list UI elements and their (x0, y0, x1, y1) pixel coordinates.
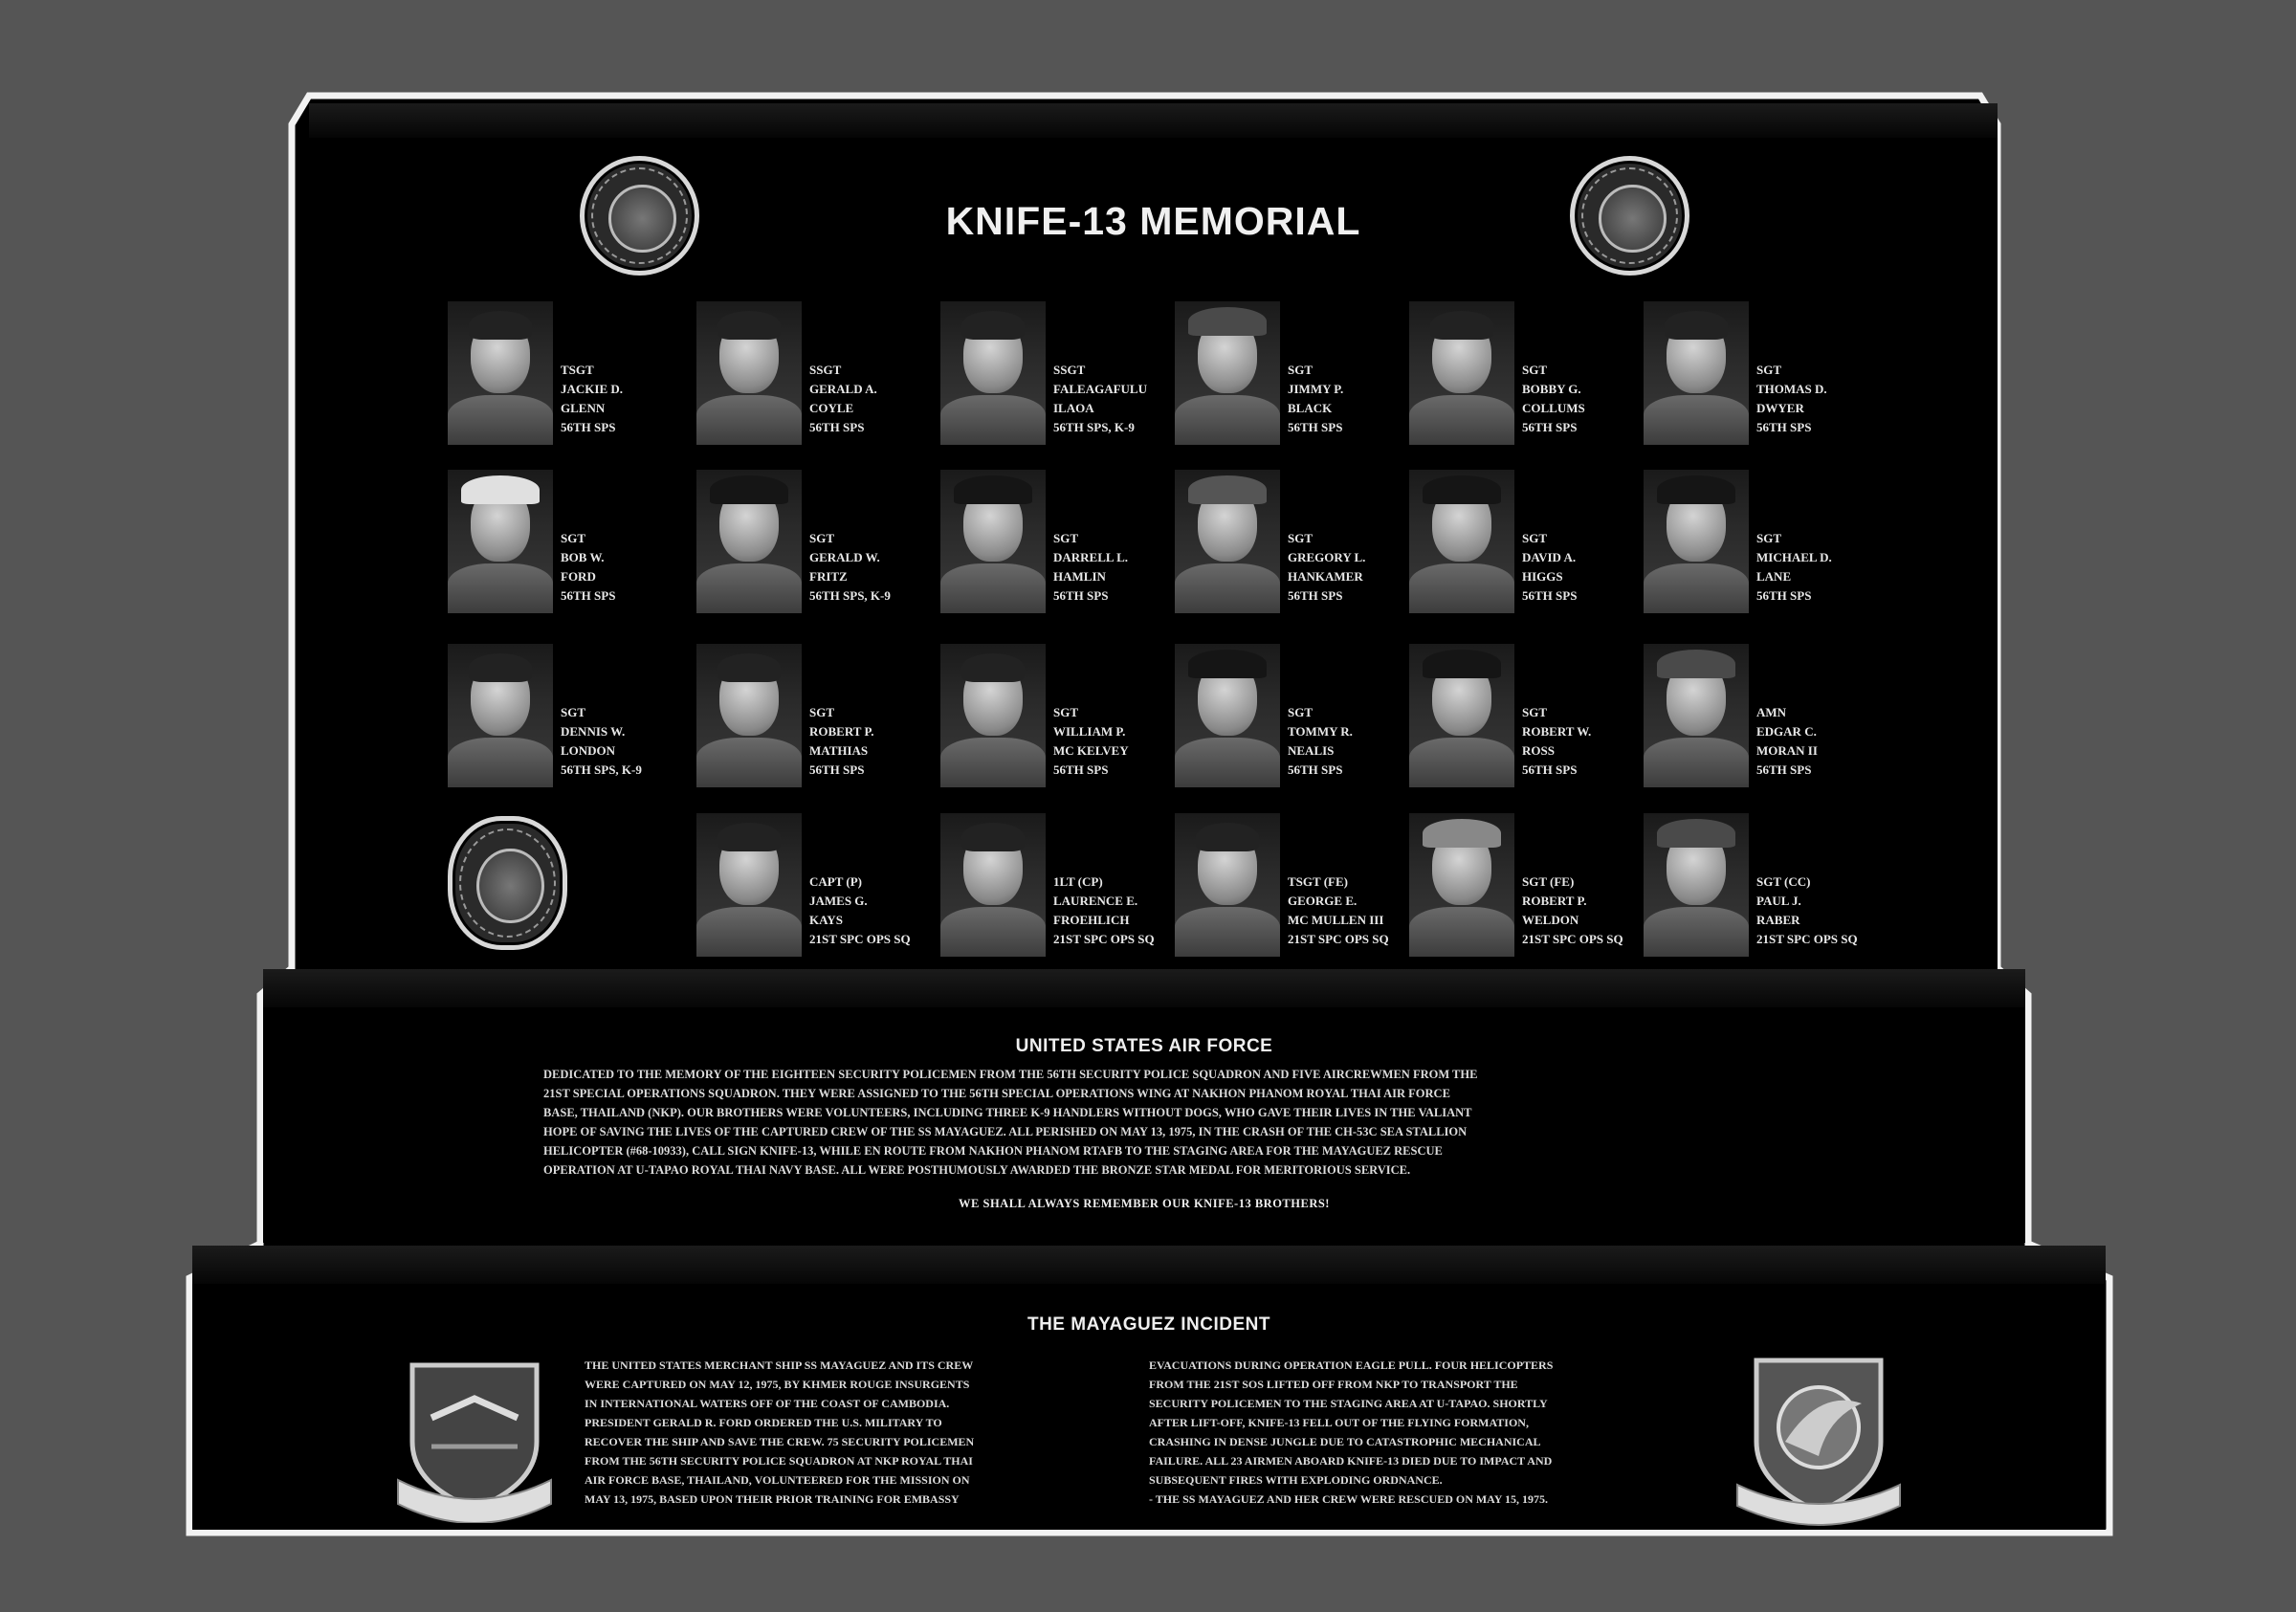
honoree-unit: 56TH SPS, K-9 (561, 762, 642, 777)
honoree-entry (1175, 644, 1404, 787)
honoree-caption (561, 361, 679, 437)
honoree-rank: SGT (809, 531, 835, 545)
text-line: MAY 13, 1975, BASED UPON THEIR PRIOR TRAINING FOR EMBASSY (585, 1492, 960, 1506)
honoree-caption (561, 529, 679, 606)
honoree-unit: 21ST SPC OPS SQ (1053, 932, 1155, 946)
tier-bevel (263, 969, 2025, 1007)
honoree-name2: MORAN II (1756, 743, 1818, 758)
honoree-name2: FORD (561, 569, 596, 584)
honoree-portrait (1175, 644, 1280, 787)
honoree-rank: SGT (1288, 363, 1314, 377)
honoree-rank: SGT (1053, 705, 1079, 719)
honoree-rank: SGT (FE) (1522, 874, 1575, 889)
honoree-name1: JAMES G. (809, 894, 868, 908)
honoree-unit: 21ST SPC OPS SQ (809, 932, 911, 946)
honoree-entry (940, 813, 1170, 957)
honoree-unit: 56TH SPS, K-9 (809, 588, 891, 603)
text-line: HELICOPTER (#68-10933), CALL SIGN KNIFE-13, WHILE EN ROUTE FROM NAKHON PHANOM RTAFB TO THE STAGING AREA FOR THE MAYAGUEZ RESCUE (543, 1144, 1443, 1158)
honoree-portrait (448, 470, 553, 613)
honoree-caption (1756, 703, 1875, 780)
honoree-entry (940, 470, 1170, 613)
honoree-name1: FALEAGAFULU (1053, 382, 1147, 396)
honoree-portrait (1409, 644, 1514, 787)
text-line: SECURITY POLICEMEN TO THE STAGING AREA AT U-TAPAO. SHORTLY (1149, 1397, 1548, 1410)
usaf-title: UNITED STATES AIR FORCE (1015, 1036, 1273, 1056)
honoree-unit: 56TH SPS (1756, 588, 1812, 603)
honoree-unit: 56TH SPS (1053, 588, 1109, 603)
honoree-name2: HAMLIN (1053, 569, 1106, 584)
honoree-rank: CAPT (P) (809, 874, 863, 889)
mayaguez-tier (192, 1246, 2106, 1530)
honoree-name2: DWYER (1756, 401, 1804, 415)
honoree-rank: TSGT (561, 363, 594, 377)
honoree-caption (809, 529, 928, 606)
honoree-caption (1053, 361, 1172, 437)
text-line: 21ST SPECIAL OPERATIONS SQUADRON. THEY WERE ASSIGNED TO THE 56TH SPECIAL OPERATIONS WING AT NAKHON PHANOM ROYAL THAI AIR FORCE (543, 1087, 1450, 1100)
honoree-rank: SGT (1522, 531, 1548, 545)
honoree-entry (1644, 470, 1873, 613)
honoree-name1: BOB W. (561, 550, 605, 564)
honoree-name2: HANKAMER (1288, 569, 1363, 584)
honoree-portrait (1409, 301, 1514, 445)
honoree-rank: SGT (1756, 363, 1782, 377)
honoree-caption (1756, 872, 1875, 949)
text-line: IN INTERNATIONAL WATERS OFF OF THE COAST OF CAMBODIA. (585, 1397, 950, 1410)
honoree-portrait (1409, 813, 1514, 957)
honoree-portrait (940, 644, 1046, 787)
honoree-name1: JIMMY P. (1288, 382, 1344, 396)
honoree-name1: LAURENCE E. (1053, 894, 1138, 908)
honoree-name2: COLLUMS (1522, 401, 1585, 415)
honoree-name1: ROBERT W. (1522, 724, 1592, 739)
honoree-name1: DAVID A. (1522, 550, 1577, 564)
honoree-entry (1409, 301, 1639, 445)
honoree-caption (1288, 872, 1406, 949)
honoree-rank: SGT (561, 705, 586, 719)
honoree-name2: BLACK (1288, 401, 1333, 415)
honoree-rank: 1LT (CP) (1053, 874, 1103, 889)
mayaguez-text-right (1149, 1356, 1723, 1509)
honoree-unit: 56TH SPS (561, 588, 616, 603)
honoree-unit: 56TH SPS (809, 762, 865, 777)
honoree-caption (1522, 361, 1641, 437)
honoree-name1: DENNIS W. (561, 724, 626, 739)
honoree-caption (809, 703, 928, 780)
honoree-entry (1644, 644, 1873, 787)
text-line: HOPE OF SAVING THE LIVES OF THE CAPTURED CREW OF THE SS MAYAGUEZ. ALL PERISHED ON MAY 13, 1975, IN THE CRASH OF THE CH-53C SEA STALLION (543, 1125, 1468, 1138)
wing-emblem-left (388, 1351, 561, 1523)
honoree-unit: 56TH SPS (1288, 588, 1343, 603)
honoree-rank: SGT (1288, 531, 1314, 545)
honoree-portrait (940, 470, 1046, 613)
honoree-entry (940, 644, 1170, 787)
honoree-rank: AMN (1756, 705, 1787, 719)
honoree-portrait (696, 470, 802, 613)
honoree-name2: MATHIAS (809, 743, 869, 758)
honoree-entry (1409, 644, 1639, 787)
honoree-name2: RABER (1756, 913, 1800, 927)
honoree-entry (448, 470, 677, 613)
honoree-portrait (1175, 470, 1280, 613)
honoree-name1: TOMMY R. (1288, 724, 1353, 739)
honoree-rank: SGT (1288, 705, 1314, 719)
honoree-unit: 56TH SPS (809, 420, 865, 434)
honoree-portrait (1644, 470, 1749, 613)
honoree-name1: BOBBY G. (1522, 382, 1581, 396)
honoree-name1: GERALD W. (809, 550, 880, 564)
usaf-closing: WE SHALL ALWAYS REMEMBER OUR KNIFE-13 BROTHERS! (959, 1197, 1330, 1210)
honoree-caption (1522, 703, 1641, 780)
honoree-portrait (1409, 470, 1514, 613)
honoree-caption (1053, 872, 1172, 949)
text-line: FROM THE 21ST SOS LIFTED OFF FROM NKP TO TRANSPORT THE (1149, 1378, 1518, 1391)
honoree-portrait (1644, 813, 1749, 957)
honoree-rank: SSGT (1053, 363, 1086, 377)
honoree-rank: SGT (809, 705, 835, 719)
honoree-unit: 21ST SPC OPS SQ (1522, 932, 1623, 946)
honoree-portrait (696, 813, 802, 957)
honoree-entry (696, 301, 926, 445)
honoree-name2: COYLE (809, 401, 854, 415)
honoree-portrait (1644, 301, 1749, 445)
honoree-unit: 56TH SPS (1288, 420, 1343, 434)
honoree-caption (809, 872, 928, 949)
honoree-rank: TSGT (FE) (1288, 874, 1348, 889)
honoree-caption (1053, 703, 1172, 780)
honoree-name1: GREGORY L. (1288, 550, 1366, 564)
honoree-entry (1175, 813, 1404, 957)
honoree-rank: SGT (1756, 531, 1782, 545)
honoree-name2: LANE (1756, 569, 1792, 584)
usaf-dedication (543, 1065, 1768, 1180)
text-line: SUBSEQUENT FIRES WITH EXPLODING ORDNANCE. (1149, 1473, 1443, 1487)
honoree-entry (696, 470, 926, 613)
mayaguez-text-left (585, 1356, 1159, 1509)
text-line: THE UNITED STATES MERCHANT SHIP SS MAYAGUEZ AND ITS CREW (585, 1358, 974, 1372)
honoree-portrait (1644, 644, 1749, 787)
honoree-unit: 56TH SPS (1522, 420, 1578, 434)
honoree-name2: GLENN (561, 401, 606, 415)
honoree-unit: 56TH SPS (1288, 762, 1343, 777)
honoree-entry (1409, 470, 1639, 613)
honoree-entry (1644, 301, 1873, 445)
text-line: BASE, THAILAND (NKP). OUR BROTHERS WERE VOLUNTEERS, INCLUDING THREE K-9 HANDLERS WITHOUT DOGS, WHO GAVE THEIR LIVES IN THE VALIANT (543, 1106, 1472, 1119)
honoree-portrait (940, 301, 1046, 445)
usaf-tier (263, 969, 2025, 1243)
honoree-portrait (448, 301, 553, 445)
text-line: CRASHING IN DENSE JUNGLE DUE TO CATASTROPHIC MECHANICAL (1149, 1435, 1541, 1448)
honoree-unit: 56TH SPS (561, 420, 616, 434)
honoree-caption (1288, 529, 1406, 606)
honoree-unit: 56TH SPS (1522, 762, 1578, 777)
text-line: - THE SS MAYAGUEZ AND HER CREW WERE RESCUED ON MAY 15, 1975. (1149, 1492, 1548, 1506)
honoree-portrait (1175, 813, 1280, 957)
honoree-entry (1409, 813, 1639, 957)
memorial-panel (309, 103, 1998, 969)
text-line: OPERATION AT U-TAPAO ROYAL THAI NAVY BASE. ALL WERE POSTHUMOUSLY AWARDED THE BRONZE STAR MEDAL FOR MERITORIOUS SERVICE. (543, 1163, 1411, 1177)
honoree-name1: DARRELL L. (1053, 550, 1129, 564)
honoree-name2: WELDON (1522, 913, 1579, 927)
text-line: FAILURE. ALL 23 AIRMEN ABOARD KNIFE-13 DIED DUE TO IMPACT AND (1149, 1454, 1553, 1468)
honoree-name1: MICHAEL D. (1756, 550, 1832, 564)
honoree-name2: ILAOA (1053, 401, 1094, 415)
honoree-caption (1522, 872, 1641, 949)
text-line: WERE CAPTURED ON MAY 12, 1975, BY KHMER ROUGE INSURGENTS (585, 1378, 970, 1391)
honoree-name1: GEORGE E. (1288, 894, 1358, 908)
honoree-caption (561, 703, 679, 780)
honoree-name1: EDGAR C. (1756, 724, 1817, 739)
honoree-unit: 56TH SPS (1522, 588, 1578, 603)
panel-bevel (309, 103, 1998, 138)
honoree-caption (1053, 529, 1172, 606)
honoree-portrait (696, 644, 802, 787)
honoree-portrait (696, 301, 802, 445)
honoree-entry (696, 813, 926, 957)
honoree-unit: 56TH SPS (1756, 420, 1812, 434)
honoree-caption (1756, 361, 1875, 437)
text-line: PRESIDENT GERALD R. FORD ORDERED THE U.S. MILITARY TO (585, 1416, 942, 1429)
honoree-unit: 21ST SPC OPS SQ (1288, 932, 1389, 946)
honoree-caption (1288, 703, 1406, 780)
text-line: RECOVER THE SHIP AND SAVE THE CREW. 75 SECURITY POLICEMEN (585, 1435, 975, 1448)
text-line: AFTER LIFT-OFF, KNIFE-13 FELL OUT OF THE FLYING FORMATION, (1149, 1416, 1529, 1429)
honoree-name2: ROSS (1522, 743, 1555, 758)
honoree-name2: NEALIS (1288, 743, 1335, 758)
honoree-rank: SGT (1522, 363, 1548, 377)
text-line: FROM THE 56TH SECURITY POLICE SQUADRON AT NKP ROYAL THAI (585, 1454, 973, 1468)
honoree-rank: SGT (1522, 705, 1548, 719)
text-line: AIR FORCE BASE, THAILAND, VOLUNTEERED FOR THE MISSION ON (585, 1473, 970, 1487)
honoree-entry (940, 301, 1170, 445)
honoree-caption (1522, 529, 1641, 606)
squadron-patch-right (1570, 156, 1689, 276)
honoree-caption (809, 361, 928, 437)
tier-bevel (192, 1246, 2106, 1284)
honoree-name1: GERALD A. (809, 382, 877, 396)
squadron-patch-bottom-left (448, 816, 567, 950)
honoree-entry (696, 644, 926, 787)
honoree-entry (1175, 470, 1404, 613)
honoree-unit: 56TH SPS, K-9 (1053, 420, 1135, 434)
honoree-caption (1756, 529, 1875, 606)
honoree-name2: FROEHLICH (1053, 913, 1130, 927)
honoree-name2: LONDON (561, 743, 616, 758)
honoree-name2: KAYS (809, 913, 843, 927)
honoree-rank: SGT (561, 531, 586, 545)
honoree-name2: MC KELVEY (1053, 743, 1129, 758)
mayaguez-title: THE MAYAGUEZ INCIDENT (1027, 1314, 1270, 1335)
honoree-unit: 21ST SPC OPS SQ (1756, 932, 1858, 946)
memorial-title: KNIFE-13 MEMORIAL (945, 199, 1361, 243)
honoree-entry (1644, 813, 1873, 957)
honoree-name1: ROBERT P. (1522, 894, 1587, 908)
honoree-unit: 56TH SPS (1756, 762, 1812, 777)
honoree-portrait (448, 644, 553, 787)
honoree-caption (1288, 361, 1406, 437)
honoree-name1: PAUL J. (1756, 894, 1801, 908)
honoree-name2: MC MULLEN III (1288, 913, 1384, 927)
honoree-unit: 56TH SPS (1053, 762, 1109, 777)
honoree-name1: ROBERT P. (809, 724, 874, 739)
honoree-name1: JACKIE D. (561, 382, 624, 396)
honoree-name1: THOMAS D. (1756, 382, 1827, 396)
honoree-name2: HIGGS (1522, 569, 1563, 584)
honoree-entry (1175, 301, 1404, 445)
text-line: DEDICATED TO THE MEMORY OF THE EIGHTEEN SECURITY POLICEMEN FROM THE 56TH SECURITY POLICE SQUADRON AND FIVE AIRCREWMEN FROM THE (543, 1068, 1478, 1081)
text-line: EVACUATIONS DURING OPERATION EAGLE PULL. FOUR HELICOPTERS (1149, 1358, 1554, 1372)
honoree-rank: SSGT (809, 363, 842, 377)
honoree-name1: WILLIAM P. (1053, 724, 1126, 739)
honoree-portrait (1175, 301, 1280, 445)
honoree-name2: FRITZ (809, 569, 848, 584)
honoree-entry (448, 644, 677, 787)
honoree-portrait (940, 813, 1046, 957)
honoree-rank: SGT (CC) (1756, 874, 1811, 889)
honoree-rank: SGT (1053, 531, 1079, 545)
pacaf-emblem-right (1728, 1351, 1910, 1528)
squadron-patch-left (580, 156, 699, 276)
honoree-entry (448, 301, 677, 445)
